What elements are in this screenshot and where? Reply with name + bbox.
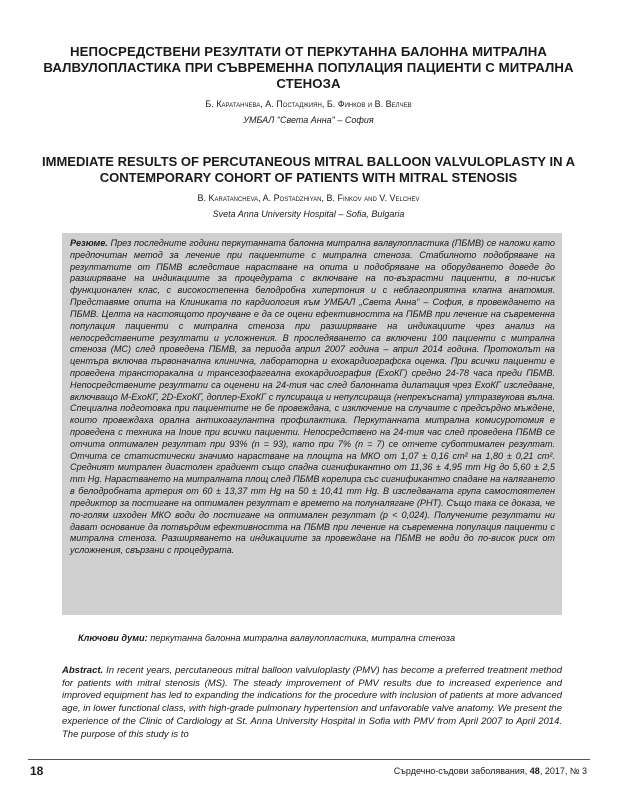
- title-bulgarian: НЕПОСРЕДСТВЕНИ РЕЗУЛТАТИ ОТ ПЕРКУТАННА БАЛОННА МИТРАЛНА ВАЛВУЛОПЛАСТИКА ПРИ СЪВРЕМЕННА ПОПУЛАЦИЯ ПАЦИЕНТИ С МИТРАЛНА СТЕНОЗА: [43, 44, 574, 91]
- abstract-body: През последните години перкутанната балонна митрална валвулопластика (ПБМВ) се наложи като предпочитан метод за лечение при пациентите с митрална стеноза. Стабилното подобряване на резултатите от ПБМВ вследствие нарастване на опита и подобряване на оборудването доведе до разширяване на индикациите за процедурата с включване на по-възрастни пациенти, в по-нисък функционален клас, с високостепенна белодробна хипертония и с неблагоприятна клапна анатомия. Представяме опита на Клиниката по кардиология към УМБАЛ „Света Анна“ – София, в провеждането на ПБМВ. Целта на настоящото проучване е да се оцени ефективността на ПБМВ при лечение на съвременна популация пациенти с митрална стеноза при разширяване на индикациите чрез анализ на непосредствените резултати и усложнения. В проследяването са включени 100 пациенти с митрална стеноза (МС) след проведена ПБМВ, за периода април 2007 година – април 2014 година. Протоколът на центъра включва първоначална клинична, лабораторна и ехокардиографска оценка. При всички пациенти е проведена трансторакална и трансезофагеална ехокардиография (ЕхоКГ) средно 24-78 часа преди ПБМВ. Непосредствените резултати са оценени на 24-тия час след балонната дилатация чрез ЕхоКГ изследване, включващо М-ЕхоКГ, 2D-ЕхоКГ, доплер-ЕхоКГ с пулсираща и непулсираща (непрекъсната) ултразвукова вълна. Специална подготовка при пациентите не бе провеждана, с изключение на случаите с предсърдно мъждене, които провеждаха орална антикоагулантна профилактика. Перкутанната митрална комисуротомия е проведена с техника на Inoue при всички пациенти. Непосредствено на 24-тия час след проведена ПБМВ се отчита оптимален резултат при 93% (n = 93), като при 7% (n = 7) се отчете субоптимален резултат. Отчита се статистически значимо нарастване на площта на МКО от 1,07 ± 0,16 cm² на 1,80 ± 0,21 cm². Средният митрален диастолен градиент също спадна сигнификантно от 11,36 ± 4,95 mm Hg до 5,60 ± 2,5 mm Hg. Нарастването на митралната площ след ПБМВ корелира със сигнификантно спадане на налягането в белодробната артерия от 60 ± 13,37 mm Hg на 50 ± 10,41 mm Hg. В изследваната група самостоятелен предиктор за постигане на оптимален резултат е времето на полуналягане (PHT). Също така се доказа, че по-голям изходен МКО води до постигане на оптимален резултат (p < 0,024). Получените резултати ни дават основание да потвърдим ефективността на ПБМВ при лечение на съвременна популация пациенти с митрална стеноза. Разширяването на индикациите за провеждане на ПБМВ не води до по-висок риск от усложнения, свързани с процедурата.: [70, 238, 555, 556]
- page-number: 18: [30, 764, 44, 778]
- abstract-en-body: In recent years, percutaneous mitral balloon valvuloplasty (PMV) has become a preferred treatment method for patients with mitral stenosis (MS). The steady improvement of PMV results due to increased experience and improved equipment has led to expanding the indications for the procedure with inclusion of patients at more advanced age, in lower functional class, with high-grade pulmonary hypertension and unfavorable valve anatomy. We present the experience of the Clinic of Cardiology at St. Anna University Hospital in Sofia with PMV from April 2007 to April 2014. The purpose of this study is to: [62, 665, 562, 740]
- journal-citation: [394, 766, 587, 776]
- journal-year-issue: , 2017, № 3: [539, 766, 587, 776]
- journal-name: Сърдечно-съдови заболявания,: [393, 766, 528, 776]
- keywords-label: Ключови думи:: [78, 633, 148, 643]
- authors-english: B. Karatancheva, A. Postadzhiyan, B. Finkov and V. Velchev: [197, 193, 420, 203]
- authors-bulgarian: Б. Каратанчева, А. Постаджиян, Б. Финков и В. Велчев: [205, 99, 412, 109]
- abstract-english: [62, 665, 562, 741]
- title-english: IMMEDIATE RESULTS OF PERCUTANEOUS MITRAL BALLOON VALVULOPLASTY IN A CONTEMPORARY COHORT OF PATIENTS WITH MITRAL STENOSIS: [42, 154, 575, 185]
- journal-volume: 48: [529, 766, 540, 776]
- keywords-bulgarian: [78, 632, 558, 644]
- affiliation-bulgarian: УМБАЛ "Света Анна" – София: [243, 115, 374, 125]
- footer-divider: [28, 759, 590, 760]
- affiliation-english: Sveta Anna University Hospital – Sofia, Bulgaria: [212, 209, 405, 219]
- keywords-text: перкутанна балонна митрална валвулопластика, митрална стеноза: [147, 633, 456, 643]
- abstract-en-label: Abstract.: [62, 665, 104, 676]
- abstract-label: Резюме.: [70, 238, 108, 248]
- abstract-bulgarian: [70, 238, 555, 557]
